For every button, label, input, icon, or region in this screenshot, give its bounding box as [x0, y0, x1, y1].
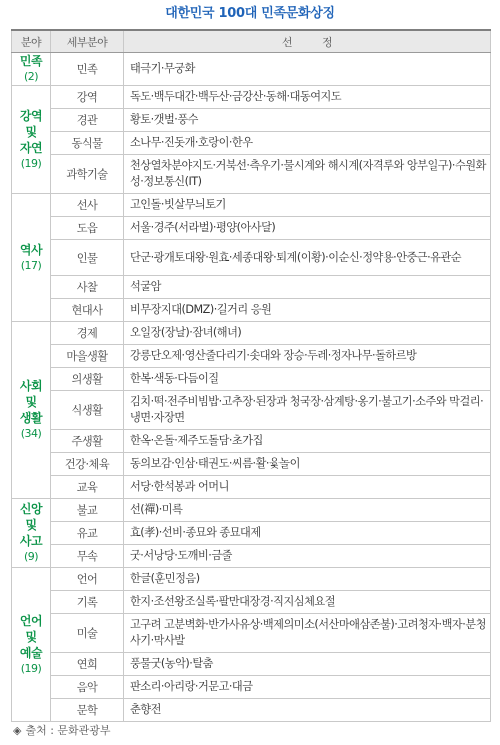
symbols-cell: 한지·조선왕조실록·팔만대장경·직지심체요절 — [124, 591, 491, 614]
table-row — [12, 368, 491, 391]
category-cell — [12, 499, 51, 568]
subfield-cell: 사찰 — [51, 276, 124, 299]
symbols-cell: 비무장지대(DMZ)·길거리 응원 — [124, 299, 491, 322]
symbols-cell: 춘향전 — [124, 699, 491, 722]
table-row — [12, 499, 491, 522]
symbols-cell: 황토·갯벌·풍수 — [124, 109, 491, 132]
symbols-cell: 한복·색동·다듬이질 — [124, 368, 491, 391]
category-name: 언어 및 예술 — [19, 613, 43, 660]
subfield-cell: 무속 — [51, 545, 124, 568]
category-cell — [12, 568, 51, 722]
table-row — [12, 276, 491, 299]
subfield-cell: 주생활 — [51, 430, 124, 453]
table-row — [12, 653, 491, 676]
symbols-cell: 풍물굿(농악)·탈춤 — [124, 653, 491, 676]
subfield-cell: 언어 — [51, 568, 124, 591]
table-row — [12, 568, 491, 591]
table-row — [12, 391, 491, 430]
symbols-cell: 한글(훈민정음) — [124, 568, 491, 591]
category-count: (9) — [23, 550, 39, 563]
table-row — [12, 522, 491, 545]
table-row — [12, 676, 491, 699]
table-header-row — [12, 30, 491, 53]
symbols-cell: 천상열차분야지도·거북선·측우기·물시계와 해시계(자격루와 앙부일구)·수원화성·정보통신(IT) — [124, 155, 491, 194]
table-row — [12, 699, 491, 722]
subfield-cell: 건강·체육 — [51, 453, 124, 476]
table-row — [12, 614, 491, 653]
subfield-cell: 식생활 — [51, 391, 124, 430]
symbols-cell: 석굴암 — [124, 276, 491, 299]
subfield-cell: 음악 — [51, 676, 124, 699]
subfield-cell: 과학기술 — [51, 155, 124, 194]
symbols-cell: 효(孝)·선비·종묘와 종묘대제 — [124, 522, 491, 545]
symbols-cell: 한옥·온돌·제주도돌담·초가집 — [124, 430, 491, 453]
subfield-cell: 경제 — [51, 322, 124, 345]
table-row — [12, 476, 491, 499]
table-body — [12, 53, 491, 722]
culture-symbols-table — [11, 29, 491, 722]
category-name: 신앙 및 사고 — [19, 502, 43, 548]
header-symbols: 선 정 — [124, 30, 491, 53]
subfield-cell: 경관 — [51, 109, 124, 132]
table-row — [12, 545, 491, 568]
table-row — [12, 322, 491, 345]
symbols-cell: 독도·백두대간·백두산·금강산·동해·대동여지도 — [124, 86, 491, 109]
table-title: 대한민국 100대 민족문화상징 — [165, 6, 335, 21]
table-row — [12, 430, 491, 453]
category-count: (34) — [20, 427, 42, 440]
category-cell — [12, 194, 51, 322]
subfield-cell: 민족 — [51, 53, 124, 86]
category-count: (17) — [20, 258, 42, 272]
table-row — [12, 109, 491, 132]
table-row — [12, 591, 491, 614]
source-note — [13, 723, 111, 739]
symbols-cell: 소나무·진돗개·호랑이·한우 — [124, 132, 491, 155]
source-text: 출처 : 문화관광부 — [25, 724, 111, 737]
table-row — [12, 240, 491, 276]
category-count: (19) — [20, 661, 42, 675]
subfield-cell: 기록 — [51, 591, 124, 614]
diamond-bullet-icon: ◈ — [13, 724, 22, 737]
subfield-cell: 마을생활 — [51, 345, 124, 368]
symbols-cell: 태극기·무궁화 — [124, 53, 491, 86]
subfield-cell: 도읍 — [51, 217, 124, 240]
symbols-cell: 굿·서낭당·도깨비·금줄 — [124, 545, 491, 568]
header-category: 분야 — [12, 30, 51, 53]
category-name: 강역 및 자연 — [19, 108, 43, 155]
symbols-cell: 오일장(장날)·잠녀(해녀) — [124, 322, 491, 345]
subfield-cell: 연희 — [51, 653, 124, 676]
symbols-cell: 김치·떡·전주비빔밥·고추장·된장과 청국장·삼계탕·옹기·불고기·소주와 막걸리·냉면·자장면 — [124, 391, 491, 430]
category-cell — [12, 53, 51, 86]
symbols-cell: 동의보감·인삼·태권도·씨름·활·윷놀이 — [124, 453, 491, 476]
symbols-cell: 단군·광개토대왕·원효·세종대왕·퇴계(이황)·이순신·정약용·안중근·유관순 — [124, 240, 491, 276]
subfield-cell: 의생활 — [51, 368, 124, 391]
category-name: 사회 및 생활 — [19, 379, 43, 425]
subfield-cell: 미술 — [51, 614, 124, 653]
table-row — [12, 132, 491, 155]
subfield-cell: 교육 — [51, 476, 124, 499]
subfield-cell: 선사 — [51, 194, 124, 217]
table-row — [12, 453, 491, 476]
subfield-cell: 불교 — [51, 499, 124, 522]
category-name: 민족 — [19, 54, 43, 68]
symbols-cell: 선(禪)·미륵 — [124, 499, 491, 522]
category-cell — [12, 322, 51, 499]
symbols-cell: 판소리·아리랑·거문고·대금 — [124, 676, 491, 699]
table-row — [12, 86, 491, 109]
table-row — [12, 299, 491, 322]
table-row — [12, 345, 491, 368]
subfield-cell: 문학 — [51, 699, 124, 722]
table-row — [12, 155, 491, 194]
symbols-cell: 서당·한석봉과 어머니 — [124, 476, 491, 499]
category-count: (19) — [20, 156, 42, 170]
category-name: 역사 — [19, 242, 43, 257]
subfield-cell: 동식물 — [51, 132, 124, 155]
subfield-cell: 유교 — [51, 522, 124, 545]
symbols-cell: 강릉단오제·영산줄다리기·솟대와 장승·두레·정자나무·돌하르방 — [124, 345, 491, 368]
symbols-cell: 고인돌·빗살무늬토기 — [124, 194, 491, 217]
subfield-cell: 강역 — [51, 86, 124, 109]
symbols-cell: 서울·경주(서라벌)·평양(아사달) — [124, 217, 491, 240]
table-row — [12, 194, 491, 217]
category-count: (2) — [23, 70, 39, 83]
table-row — [12, 217, 491, 240]
subfield-cell: 현대사 — [51, 299, 124, 322]
category-cell — [12, 86, 51, 194]
header-subfield: 세부분야 — [51, 30, 124, 53]
symbols-cell: 고구려 고분벽화·반가사유상·백제의미소(서산마애삼존불)·고려청자·백자·분청사기·막사발 — [124, 614, 491, 653]
table-row — [12, 53, 491, 86]
subfield-cell: 인물 — [51, 240, 124, 276]
